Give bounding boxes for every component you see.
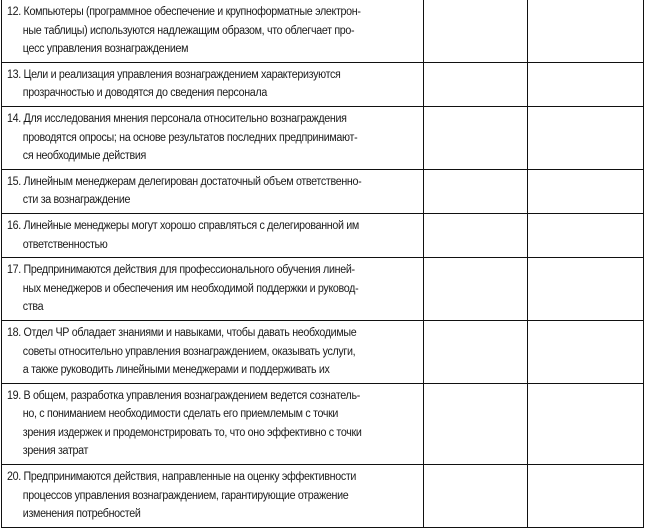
statement-line: советы относительно управления вознаграждением, оказывать услуги, — [22, 345, 356, 358]
answer-cell-2[interactable] — [527, 213, 643, 257]
answer-cell-1[interactable] — [424, 169, 527, 213]
statement-line: процессов управления вознаграждением, гарантирующие отражение — [22, 489, 349, 502]
statement-line: проводятся опросы; на основе результатов последних предпринимают- — [22, 131, 358, 144]
statement-line: ся необходимые действия — [22, 150, 146, 163]
table-row — [2, 213, 644, 257]
statement-line: 18. Отдел ЧР обладает знаниями и навыками, чтобы давать необходимые — [7, 326, 357, 339]
statement-line: 17. Предпринимаются действия для профессионального обучения линей- — [7, 264, 355, 277]
statement-line: но, с пониманием необходимости сделать его приемлемым с точки — [22, 408, 339, 421]
answer-cell-1[interactable] — [424, 320, 527, 383]
statement-line: изменения потребностей — [22, 508, 141, 521]
answer-cell-1[interactable] — [424, 258, 527, 321]
statement-line: зрения затрат — [22, 445, 89, 458]
statement-line: 20. Предпринимаются действия, направленные на оценку эффективности — [7, 471, 357, 484]
answer-cell-1[interactable] — [424, 106, 527, 169]
table-row — [2, 465, 644, 528]
statement-cell — [2, 213, 424, 257]
answer-cell-2[interactable] — [527, 320, 643, 383]
table-row — [2, 383, 644, 464]
statement-cell — [2, 383, 424, 464]
statement-line: а также руководить линейными менеджерами и поддерживать их — [22, 364, 330, 377]
statement-line: ства — [22, 301, 44, 314]
table-row — [2, 106, 644, 169]
statement-line: 19. В общем, разработка управления вознаграждением ведется сознатель- — [7, 389, 360, 402]
answer-cell-1[interactable] — [424, 383, 527, 464]
answer-cell-1[interactable] — [424, 465, 527, 528]
table-row — [2, 258, 644, 321]
statement-cell — [2, 320, 424, 383]
table-row — [2, 0, 644, 62]
statement-cell — [2, 62, 424, 106]
answer-cell-2[interactable] — [527, 258, 643, 321]
answer-cell-2[interactable] — [527, 106, 643, 169]
answer-cell-2[interactable] — [527, 169, 643, 213]
statement-line: 15. Линейным менеджерам делегирован достаточный объем ответственно- — [7, 175, 362, 188]
questionnaire-table — [1, 0, 644, 528]
answer-cell-1[interactable] — [424, 62, 527, 106]
statement-cell — [2, 465, 424, 528]
statement-cell — [2, 106, 424, 169]
answer-cell-2[interactable] — [527, 0, 643, 62]
statement-line: прозрачностью и доводятся до сведения персонала — [22, 87, 267, 100]
table-row — [2, 320, 644, 383]
answer-cell-2[interactable] — [527, 383, 643, 464]
statement-line: 14. Для исследования мнения персонала относительно вознаграждения — [7, 112, 347, 125]
statement-line: ные таблицы) используются надлежащим образом, что облегчает про- — [22, 24, 355, 37]
statement-cell — [2, 169, 424, 213]
statement-line: 13. Цели и реализация управления вознаграждением характеризуются — [7, 68, 341, 81]
answer-cell-1[interactable] — [424, 0, 527, 62]
table-row — [2, 169, 644, 213]
statement-line: зрения издержек и продемонстрировать то, что оно эффективно с точки — [22, 426, 362, 439]
statement-line: ответственностью — [22, 238, 108, 251]
statement-line: 16. Линейные менеджеры могут хорошо справляться с делегированной им — [7, 219, 359, 232]
answer-cell-2[interactable] — [527, 465, 643, 528]
statement-line: цесс управления вознаграждением — [22, 43, 189, 56]
statement-cell — [2, 258, 424, 321]
table-row — [2, 62, 644, 106]
answer-cell-2[interactable] — [527, 62, 643, 106]
answer-cell-1[interactable] — [424, 213, 527, 257]
statement-line: ных менеджеров и обеспечения им необходимой поддержки и руковод- — [22, 282, 359, 295]
statement-line: 12. Компьютеры (программное обеспечение и крупноформатные электрон- — [7, 6, 361, 18]
statement-cell — [2, 0, 424, 62]
statement-line: сти за вознаграждение — [22, 194, 131, 207]
